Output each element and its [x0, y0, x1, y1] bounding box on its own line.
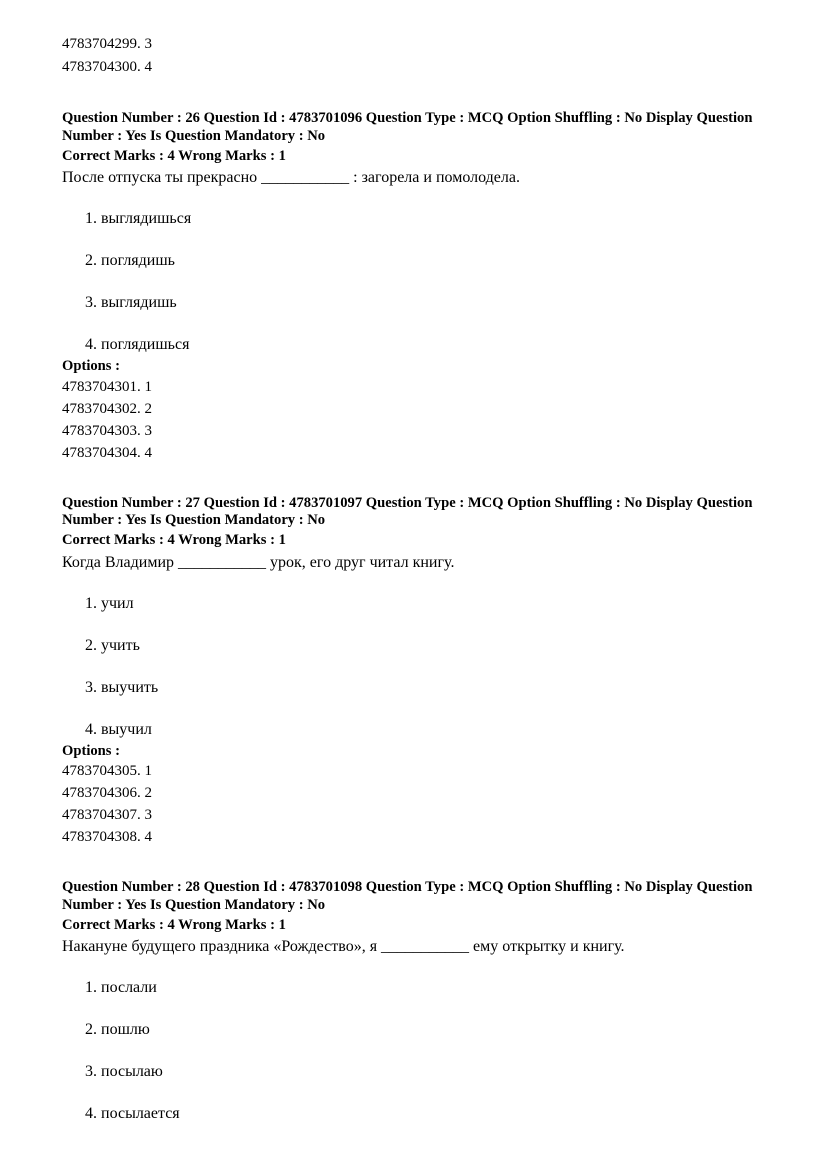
question-meta — [62, 879, 766, 914]
choice-item: 1. выглядишься — [85, 210, 192, 227]
choice-item: 4. выучил — [85, 720, 152, 738]
choice-item: 2. поглядишь — [85, 252, 175, 269]
question-meta-line2: Number : Yes Is Question Mandatory : No — [62, 512, 326, 528]
choice-item: 1. учил — [85, 594, 134, 612]
options-label: Options : — [62, 358, 120, 374]
question-block-28 — [62, 879, 766, 1123]
previous-question-option-ids — [62, 33, 766, 79]
question-block-27 — [62, 495, 766, 849]
choice-item: 2. учить — [85, 636, 140, 654]
question-text: Накануне будущего праздника «Рождество», я ___________ ему открытку и книгу. — [62, 938, 625, 955]
option-id-line: 4783704306. 2 — [62, 785, 152, 801]
option-id-line: 4783704301. 1 — [62, 378, 152, 395]
marks-line: Correct Marks : 4 Wrong Marks : 1 — [62, 916, 286, 933]
question-meta — [62, 495, 766, 530]
option-id-list — [62, 376, 766, 464]
question-meta-line2: Number : Yes Is Question Mandatory : No — [62, 896, 326, 913]
option-id-line: 4783704305. 1 — [62, 763, 152, 779]
question-block-26 — [62, 110, 766, 464]
option-id-line: 4783704303. 3 — [62, 422, 152, 439]
options-label: Options : — [62, 742, 120, 759]
choice-item: 2. пошлю — [85, 1021, 150, 1038]
choice-list — [62, 978, 766, 1123]
option-id-line: 4783704300. 4 — [62, 59, 152, 75]
marks-line: Correct Marks : 4 Wrong Marks : 1 — [62, 147, 286, 164]
choice-item: 4. поглядишься — [85, 336, 190, 353]
option-id-line: 4783704307. 3 — [62, 807, 152, 823]
question-meta — [62, 110, 766, 145]
option-id-line: 4783704299. 3 — [62, 36, 152, 52]
choice-item: 3. выглядишь — [85, 294, 177, 311]
choice-list — [62, 594, 766, 739]
choice-item: 3. выучить — [85, 678, 159, 696]
choice-item: 1. послали — [85, 979, 157, 996]
choice-item: 3. посылаю — [85, 1063, 163, 1080]
question-meta-line2: Number : Yes Is Question Mandatory : No — [62, 127, 326, 144]
question-text: После отпуска ты прекрасно ___________ : загорела и помолодела. — [62, 169, 520, 186]
question-meta-line1: Question Number : 26 Question Id : 4783701096 Question Type : MCQ Option Shuffling : No Display Question — [62, 110, 753, 126]
choice-list — [62, 209, 766, 354]
question-meta-line1: Question Number : 28 Question Id : 4783701098 Question Type : MCQ Option Shuffling : No Display Question — [62, 879, 753, 895]
choice-item: 4. посылается — [85, 1105, 180, 1122]
question-text: Когда Владимир ___________ урок, его друг читал книгу. — [62, 553, 455, 571]
marks-line: Correct Marks : 4 Wrong Marks : 1 — [62, 532, 286, 548]
option-id-list — [62, 760, 766, 848]
question-meta-line1: Question Number : 27 Question Id : 4783701097 Question Type : MCQ Option Shuffling : No Display Question — [62, 494, 753, 511]
option-id-line: 4783704308. 4 — [62, 829, 152, 845]
option-id-line: 4783704304. 4 — [62, 444, 152, 461]
option-id-line: 4783704302. 2 — [62, 400, 152, 417]
